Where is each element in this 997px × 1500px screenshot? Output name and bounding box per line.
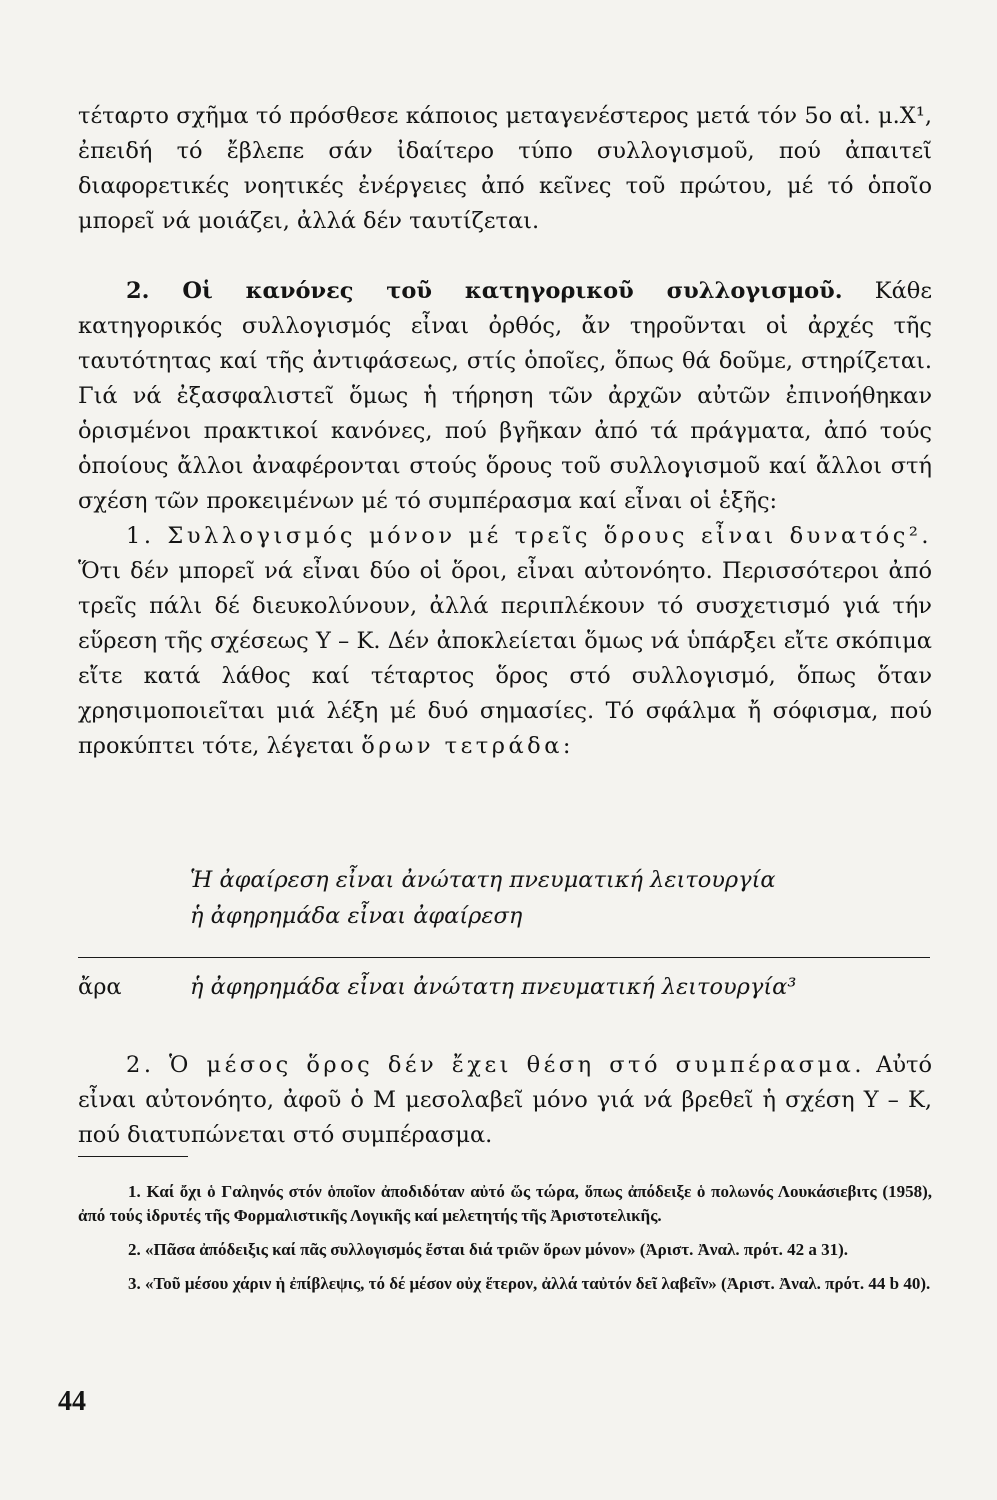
syllogism-premise-2: ἡ ἀφηρημάδα εἶναι ἀφαίρεση — [190, 903, 523, 929]
intro-paragraph: τέταρτο σχῆμα τό πρόσθεσε κάποιος μεταγενέστερος μετά τόν 5ο αἰ. μ.Χ¹, ἐπειδή τό ἔβλεπε σάν ἰδαίτερο τύπο συλλογισμοῦ, πού ἀπαιτεῖ διαφορετικές νοητικές ἐνέργειες ἀπό κεῖνες τοῦ πρώτου, μέ τό ὁποῖο μπορεῖ νά μοιάζει, ἀλλά δέν ταυτίζεται. — [78, 103, 932, 234]
section-heading: 2. Οἱ κανόνες τοῦ κατηγορικοῦ συλλογισμοῦ. — [126, 278, 843, 304]
footnote-2: 2. «Πᾶσα ἀπόδειξις καί πᾶς συλλογισμός ἔσται διά τριῶν ὅρων μόνον» (Ἀριστ. Ἀναλ. πρότ. 42 a 31). — [128, 1240, 848, 1259]
rule-1-title: 1. Συλλογισμός μόνον μέ τρεῖς ὅρους εἶναι δυνατός². — [126, 523, 932, 549]
page-number: 44 — [58, 1386, 86, 1417]
syllogism-divider-line — [78, 957, 930, 958]
footnote-1: 1. Καί ὄχι ὁ Γαληνός στόν ὁποῖον ἀποδιδόταν αὐτό ὥς τώρα, ὅπως ἀπόδειξε ὁ πολωνός Λουκάσιεβιτς (1958), ἀπό τούς ἱδρυτές τῆς Φορμαλιστικῆς Λογικῆς καί μελετητής τῆς Ἀριστοτελικῆς. — [78, 1182, 932, 1225]
footnote-3: 3. «Τοῦ μέσου χάριν ἡ ἐπίβλεψις, τό δέ μέσον οὐχ ἕτερον, ἀλλά ταὐτόν δεῖ λαβεῖν» (Ἀριστ. Ἀναλ. πρότ. 44 b 40). — [128, 1274, 931, 1293]
syllogism-conclusion: ἡ ἀφηρημάδα εἶναι ἀνώτατη πνευματική λειτουργία³ — [190, 974, 797, 1000]
footnotes — [78, 1180, 932, 1306]
rule-2-text: Αὐτό εἶναι αὐτονόητο, ἀφοῦ ὁ Μ μεσολαβεῖ μόνο γιά νά βρεθεῖ ἡ σχέση Υ – Κ, πού διατυπώνεται στό συμπέρασμα. — [78, 1052, 933, 1148]
syllogism-premise-1: Ἡ ἀφαίρεση εἶναι ἀνώτατη πνευματική λειτουργία — [190, 867, 776, 893]
rule-2-title: 2. Ὁ μέσος ὅρος δέν ἔχει θέση στό συμπέρασμα. — [126, 1052, 865, 1078]
rule-2-block — [78, 1048, 932, 1153]
syllogism-example — [78, 0, 932, 1000]
rule-2-paragraph — [78, 1048, 932, 1153]
footnote-separator — [78, 1156, 188, 1157]
rule-1-term: ὅρων τετράδα: — [361, 733, 574, 759]
section-text: Κάθε κατηγορικός συλλογισμός εἶναι ὀρθός, ἄν τηροῦνται οἱ ἀρχές τῆς ταυτότητας καί τῆς ἀντιφάσεως, στίς ὁποῖες, ὅπως θά δοῦμε, στηρίζεται. Γιά νά ἐξασφαλιστεῖ ὅμως ἡ τήρηση τῶν ἀρχῶν αὐτῶν ἐπινοήθηκαν ὁρισμένοι πρακτικοί κανόνες, πού βγῆκαν ἀπό τά πράγματα, ἀπό τούς ὁποίους ἄλλοι ἀναφέρονται στούς ὅρους τοῦ συλλογισμοῦ καί ἄλλοι στή σχέση τῶν προκειμένων μέ τό συμπέρασμα καί εἶναι οἱ ἑξῆς: — [78, 278, 932, 514]
rule-1-text: Ὅτι δέν μπορεῖ νά εἶναι δύο οἱ ὅροι, εἶναι αὐτονόητο. Περισσότεροι ἀπό τρεῖς πάλι δέ διευκολύνουν, ἀλλά περιπλέκουν τό συσχετισμό γιά τήν εὕρεση τῆς σχέσεως Υ – Κ. Δέν ἀποκλείεται ὅμως νά ὑπάρξει εἴτε σκόπιμα εἴτε κατά λάθος καί τέταρτος ὅρος στό συλλογισμό, ὅπως ὅταν χρησιμοποιεῖται μιά λέξη μέ δυό σημασίες. Τό σφάλμα ἤ σόφισμα, πού προκύπτει τότε, λέγεται — [78, 558, 932, 759]
syllogism-ara: ἄρα — [78, 974, 122, 1000]
